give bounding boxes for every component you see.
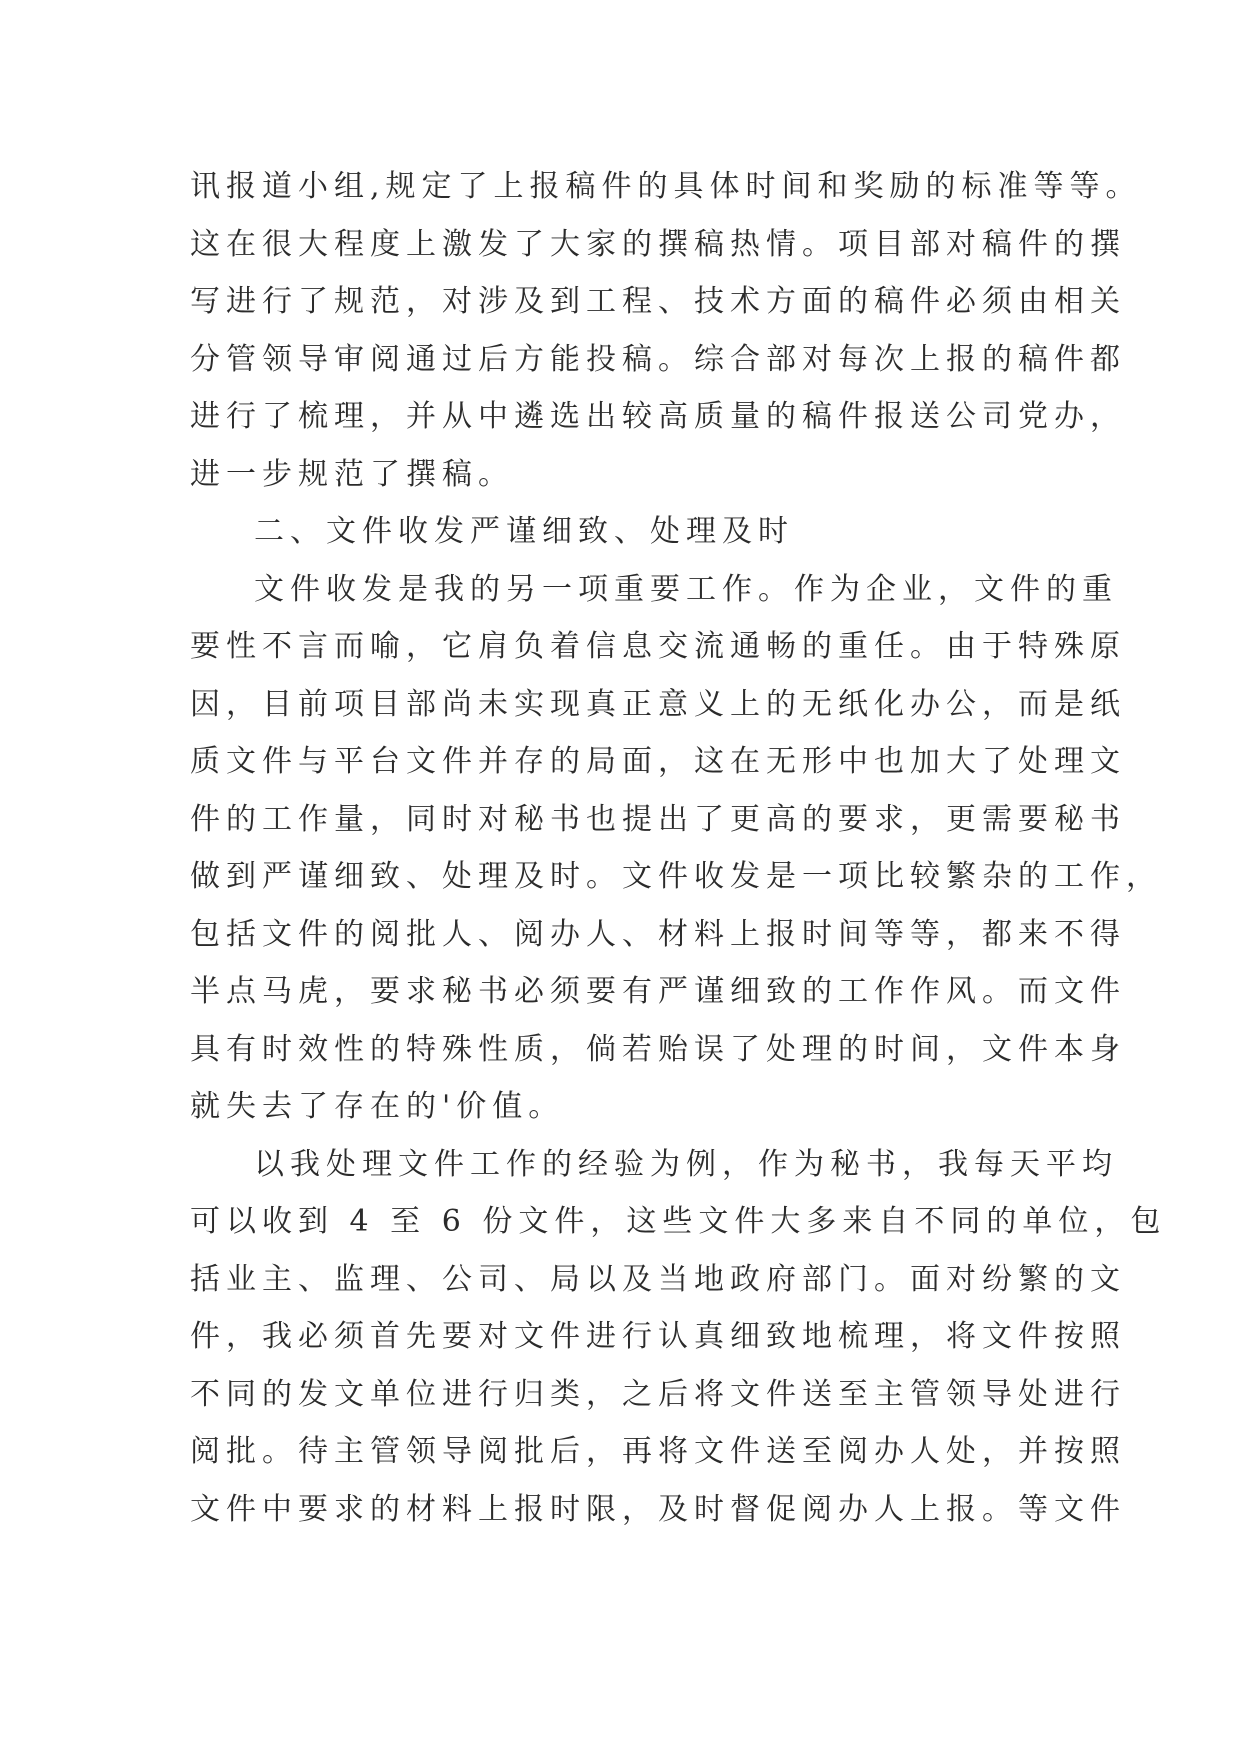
text-line: 进行了梳理，并从中遴选出较高质量的稿件报送公司党办， <box>190 399 1126 434</box>
text-line: 阅批。待主管领导阅批后，再将文件送至阅办人处，并按照 <box>190 1434 1126 1469</box>
text-line: 因，目前项目部尚未实现真正意义上的无纸化办公，而是纸 <box>190 686 1126 722</box>
text-line: 括业主、监理、公司、局以及当地政府部门。面对纷繁的文 <box>190 1261 1126 1297</box>
document-body <box>190 158 1167 1538</box>
text-line: 写进行了规范，对涉及到工程、技术方面的稿件必须由相关 <box>190 284 1126 319</box>
text-line: 不同的发文单位进行归类，之后将文件送至主管领导处进行 <box>190 1376 1126 1412</box>
text-line: 文件收发是我的另一项重要工作。作为企业，文件的重 <box>254 571 1118 607</box>
text-line: 就失去了存在的'价值。 <box>190 1089 565 1124</box>
text-line: 包括文件的阅批人、阅办人、材料上报时间等等，都来不得 <box>190 916 1126 952</box>
text-line: 可以收到 4 至 6 份文件，这些文件大多来自不同的单位，包 <box>190 1204 1167 1239</box>
text-line: 以我处理文件工作的经验为例，作为秘书，我每天平均 <box>254 1146 1118 1182</box>
text-line: 具有时效性的特殊性质，倘若贻误了处理的时间，文件本身 <box>190 1031 1126 1067</box>
text-line: 文件中要求的材料上报时限，及时督促阅办人上报。等文件 <box>190 1491 1126 1527</box>
text-line: 质文件与平台文件并存的局面，这在无形中也加大了处理文 <box>190 744 1126 779</box>
text-line: 分管领导审阅通过后方能投稿。综合部对每次上报的稿件都 <box>190 341 1126 377</box>
section-heading: 二、文件收发严谨细致、处理及时 <box>254 514 794 549</box>
text-line: 讯报道小组,规定了上报稿件的具体时间和奖励的标准等等。 <box>190 169 1142 204</box>
text-line: 这在很大程度上激发了大家的撰稿热情。项目部对稿件的撰 <box>190 226 1126 262</box>
text-line: 半点马虎，要求秘书必须要有严谨细致的工作作风。而文件 <box>190 974 1126 1009</box>
text-line: 做到严谨细致、处理及时。文件收发是一项比较繁杂的工作， <box>190 859 1162 894</box>
text-line: 进一步规范了撰稿。 <box>190 456 514 492</box>
text-line: 件，我必须首先要对文件进行认真细致地梳理，将文件按照 <box>190 1319 1126 1354</box>
text-line: 要性不言而喻，它肩负着信息交流通畅的重任。由于特殊原 <box>190 629 1126 664</box>
text-line: 件的工作量，同时对秘书也提出了更高的要求，更需要秘书 <box>190 801 1126 837</box>
